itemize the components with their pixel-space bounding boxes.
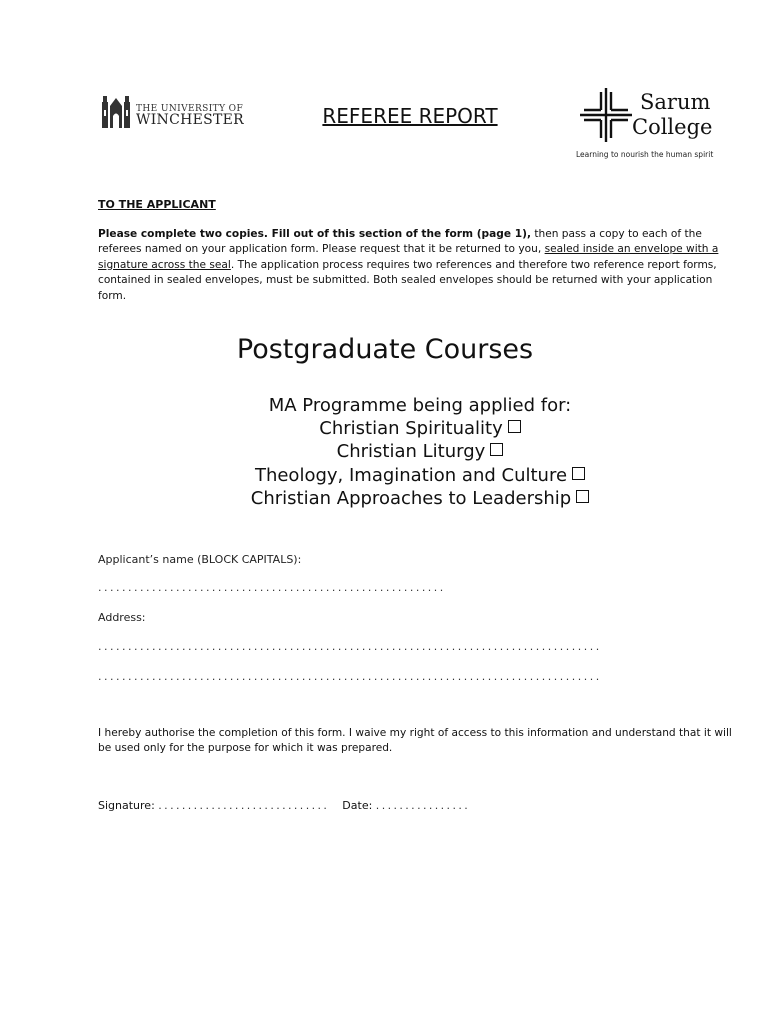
logo-text-sarum: Sarum xyxy=(640,90,711,114)
signature-row xyxy=(98,799,470,812)
cross-icon xyxy=(578,86,634,144)
programme-option-label: Christian Liturgy xyxy=(336,441,486,463)
checkbox[interactable] xyxy=(508,420,521,433)
instructions-text-end: . The application process requires two references and therefore two reference report forms, contained in sealed envelopes, must be submitted. Both sealed envelopes should be returned with your application form. xyxy=(98,258,717,302)
checkbox[interactable] xyxy=(572,467,585,480)
sarum-college-logo xyxy=(576,86,736,166)
programme-option xyxy=(0,464,770,487)
programme-label: MA Programme being applied for: xyxy=(268,395,572,416)
instructions-underlined: sealed inside an envelope with a signature across the seal xyxy=(98,243,719,271)
programme-option-label: Christian Spirituality xyxy=(319,418,503,440)
university-of-winchester-logo xyxy=(100,92,260,132)
applicant-name-field[interactable]: .......................................................... xyxy=(98,581,446,594)
date-label: Date: xyxy=(342,799,373,812)
applicant-instructions xyxy=(98,227,743,304)
programme-option xyxy=(0,440,770,463)
programme-option-label: Theology, Imagination and Culture xyxy=(254,464,568,486)
section-heading: TO THE APPLICANT xyxy=(98,198,216,211)
logo-text-college: College xyxy=(632,115,713,139)
programme-selection xyxy=(0,394,770,510)
address-label: Address: xyxy=(98,611,146,624)
logo-text-winchester: WINCHESTER xyxy=(136,112,244,128)
checkbox[interactable] xyxy=(490,443,503,456)
logo-tagline: Learning to nourish the human spirit xyxy=(576,150,714,159)
signature-field[interactable]: ............................. xyxy=(158,799,330,812)
checkbox[interactable] xyxy=(576,490,589,503)
signature-label: Signature: xyxy=(98,799,155,812)
courses-title: Postgraduate Courses xyxy=(236,334,534,365)
programme-option xyxy=(0,417,770,440)
address-field-line-1[interactable]: .................................................................................... xyxy=(98,640,602,653)
winchester-cathedral-icon xyxy=(100,92,132,130)
page-title: REFEREE REPORT xyxy=(322,104,498,128)
date-field[interactable]: ................ xyxy=(375,799,471,812)
address-field-line-2[interactable]: .................................................................................... xyxy=(98,670,602,683)
programme-option xyxy=(0,487,770,510)
authorisation-statement: I hereby authorise the completion of this form. I waive my right of access to this information and understand that it will be used only for the purpose for which it was prepared. xyxy=(98,727,732,754)
programme-option-label: Christian Approaches to Leadership xyxy=(250,487,572,509)
instructions-bold: Please complete two copies. Fill out of this section of the form (page 1), xyxy=(98,228,531,240)
instructions-text: then pass a copy to each of the referees named on your application form. Please request that it be returned to you, xyxy=(98,228,702,256)
logo-text-university-of: THE UNIVERSITY OF xyxy=(136,104,244,114)
applicant-name-label: Applicant’s name (BLOCK CAPITALS): xyxy=(98,553,302,566)
